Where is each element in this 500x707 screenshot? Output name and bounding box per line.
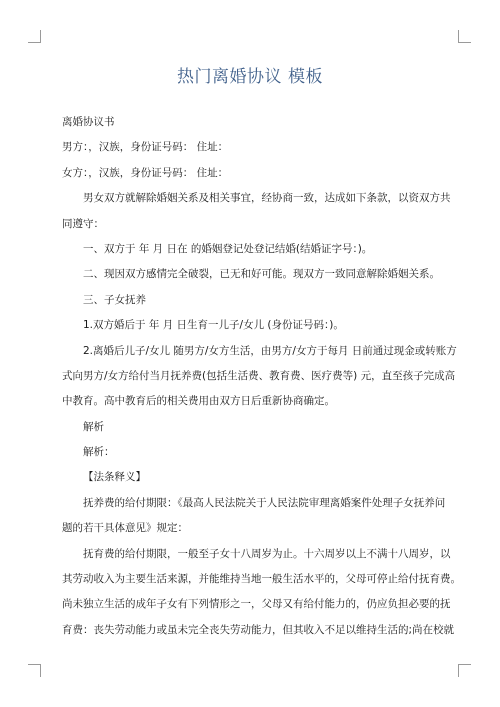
clause-3-item-1: 1.双方婚后于 年 月 日生育一儿子/女儿 (身份证号码：)。 [83,319,344,332]
legal-paragraph-2: 育费：丧失劳动能力或虽未完全丧失劳动能力，但其收入不足以维持生活的;尚在校就 [62,623,455,636]
crop-mark-bottom-right [458,664,471,677]
clause-1: 一、双方于 年 月 日在 的婚姻登记处登记结婚(结婚证字号：)。 [83,242,373,255]
clause-3-heading: 三、子女抚养 [83,293,146,306]
clause-2: 二、现因双方感情完全破裂，已无和好可能。现双方一致同意解除婚姻关系。 [83,268,440,281]
legal-paragraph-1: 抚养费的给付期限：《最高人民法院关于人民法院审理离婚案件处理子女抚养问 [83,496,446,509]
party-male: 男方：，汉族，身份证号码： 住址： [62,141,229,154]
analysis-label: 解析： [83,446,115,459]
party-female: 女方：，汉族，身份证号码： 住址： [62,166,229,179]
clause-3-item-2: 式向男方/女方给付当月抚养费(包括生活费、教育费、医疗费等) 元，直至孩子完成高 [62,369,456,382]
legal-interpretation-heading: 【法条释义】 [83,471,146,484]
crop-mark-top-left [28,30,41,43]
crop-mark-bottom-left [28,664,41,677]
preamble-line: 男女双方就解除婚姻关系及相关事宜，经协商一致，达成如下条款，以资双方共 [83,192,451,205]
analysis-heading: 解析 [83,420,104,433]
heading-agreement: 离婚协议书 [62,116,115,128]
crop-mark-top-right [458,30,471,43]
document-body [62,110,461,643]
preamble-line: 同遵守： [62,217,104,230]
legal-paragraph-1: 题的若干具体意见》规定： [62,522,188,535]
legal-paragraph-2: 抚育费的给付期限，一般至子女十八周岁为止。十六周岁以上不满十八周岁，以 [83,547,451,560]
legal-paragraph-2: 尚未独立生活的成年子女有下列情形之一，父母又有给付能力的，仍应负担必要的抚 [62,598,451,611]
document-title: 热门离婚协议 模板 [177,67,323,87]
clause-3-item-2: 中教育。高中教育后的相关费用由双方日后重新协商确定。 [62,395,335,408]
legal-paragraph-2: 其劳动收入为主要生活来源，并能维持当地一般生活水平的，父母可停止给付抚育费。 [62,573,461,586]
clause-3-item-2: 2.离婚后儿子/女儿 随男方/女方生活，由男方/女方于每月 日前通过现金或转账方 [83,344,457,357]
